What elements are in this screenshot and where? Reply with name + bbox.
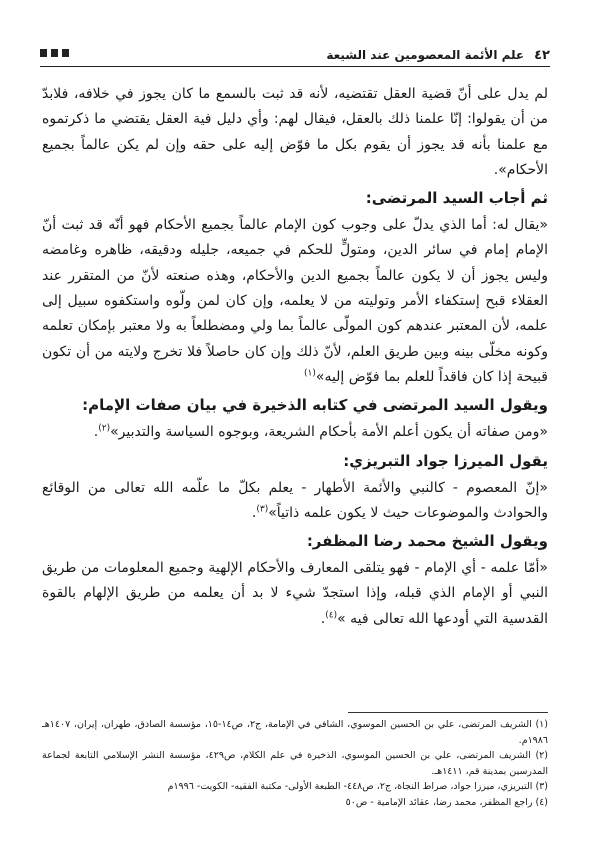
quote-end: . bbox=[93, 424, 99, 441]
paragraph: لم يدل على أنّ قضية العقل تقتضيه، لأنه قد ثبت بالسمع ما كان يجوز في خلافه، فلابدّ من أن يقولوا: إنّا علمنا ذلك بالعقل، فيقال لهم: وأي دليل فية العقل يقتضي ما ذكرتموه مع علمنا بأنه قد يجوز أن يقوم بكل ما فوّض إليه على حقه وإن لم يكن عالماً بجميع الأحكام». bbox=[42, 86, 548, 178]
quote-text: «ومن صفاته أن يكون أعلم الأمة بأحكام الشريعة، وبوجوه السياسة والتدبير» bbox=[110, 424, 548, 441]
footnote: (٤) راجع المظفر، محمد رضا، عقائد الإمامية - ص٥٠ bbox=[345, 796, 548, 808]
running-title: علم الأئمة المعصومين عند الشيعة bbox=[326, 48, 525, 62]
quote-paragraph bbox=[42, 213, 548, 390]
footnote-ref: (٢) bbox=[98, 423, 111, 434]
footnote: (٢) الشريف المرتضى، علي بن الحسين الموسوي، الذخيرة في علم الكلام، ص٤٢٩، مؤسسة النشر الإسلامي التابعة لجماعة المدرسين بمدينة قم، ١٤١١هـ. bbox=[42, 750, 548, 777]
header-ornament bbox=[40, 49, 69, 57]
footnote-separator bbox=[348, 712, 548, 713]
quote-paragraph bbox=[42, 420, 548, 445]
footnote-ref: (١) bbox=[304, 368, 316, 379]
section-heading: ويقول السيد المرتضى في كتابه الذخيرة في بيان صفات الإمام: bbox=[82, 396, 548, 415]
quote-paragraph bbox=[42, 556, 548, 632]
ornament-square bbox=[51, 49, 58, 57]
footnote: (١) الشريف المرتضى، علي بن الحسين الموسوي، الشافي في الإمامة، ج٢، ص١٤-١٥، مؤسسة الصادق، طهران، إيران، ١٤٠٧هـ ١٩٨٦م. bbox=[42, 719, 548, 746]
ornament-square bbox=[62, 49, 69, 57]
quote-text: «إنّ المعصوم - كالنبي والأئمة الأطهار - يعلم بكلّ ما علّمه الله تعالى من الوقائع والحوادث والموضوعات حيث لا يكون علمه ذاتياً» bbox=[42, 479, 548, 521]
section-heading: ثم أجاب السيد المرتضى: bbox=[365, 189, 548, 208]
footnote: (٣) التبريزي، ميرزا جواد، صراط النجاة، ج٢، ص٤٤٨- الطبعة الأولى- مكتبة الفقيه- الكويت- ١٩٩٦م bbox=[167, 781, 548, 792]
page-number: ٤٢ bbox=[534, 47, 550, 63]
section-heading: ويقول الشيخ محمد رضا المظفر: bbox=[306, 532, 548, 551]
quote-text: «أمّا علمه - أي الإمام - فهو يتلقى المعارف والأحكام الإلهية وجميع المعلومات من طريق النبي أو الإمام الذي قبله، وإذا استجدّ شيء لا بد أن يعلمه من طريق الإلهام بالقوة القدسية التي أودعها الله تعالى فيه » bbox=[42, 560, 548, 627]
footnote-ref: (٤) bbox=[325, 610, 338, 621]
quote-end: . bbox=[320, 610, 326, 627]
footnote-ref: (٣) bbox=[256, 504, 269, 515]
section-heading: يقول الميرزا جواد التبريزي: bbox=[343, 451, 548, 470]
quote-end: . bbox=[251, 504, 257, 521]
running-header bbox=[40, 44, 550, 67]
quote-paragraph bbox=[42, 476, 548, 527]
footnotes bbox=[42, 717, 548, 810]
body-text bbox=[42, 82, 548, 632]
quote-text: «يقال له: أما الذي يدلّ على وجوب كون الإمام عالماً بجميع الأحكام فهو أنّه قد ثبت أنّ الإمام إمام في سائر الدين، ومتولٍّ للحكم في جميعه، جليله ودقيقه، ظاهره وغامضه وليس يجوز أن لا يكون عالماً بجميع الدين والأحكام، وهذه صنعته لأنّ من المتقرر عند العقلاء قبح إستكفاء الأمر وتوليته من لا يعلمه، وإن كان لمن ولّوه واستكفوه سبيل إلى علمه، لأن المعتبر عندهم كون المولّى عالماً بما ولي ومضطلعاً به ولا معتبر بإمكان تعلمه وكونه مخلّى بينه وبين طريق العلم، لأنّ ذلك وإن كان حاصلاً فلا تخرج ولايته من أن تكون قبيحة إذا كان فاقداً للعلم بما فوّض إليه» bbox=[42, 217, 548, 385]
ornament-square bbox=[40, 49, 47, 57]
